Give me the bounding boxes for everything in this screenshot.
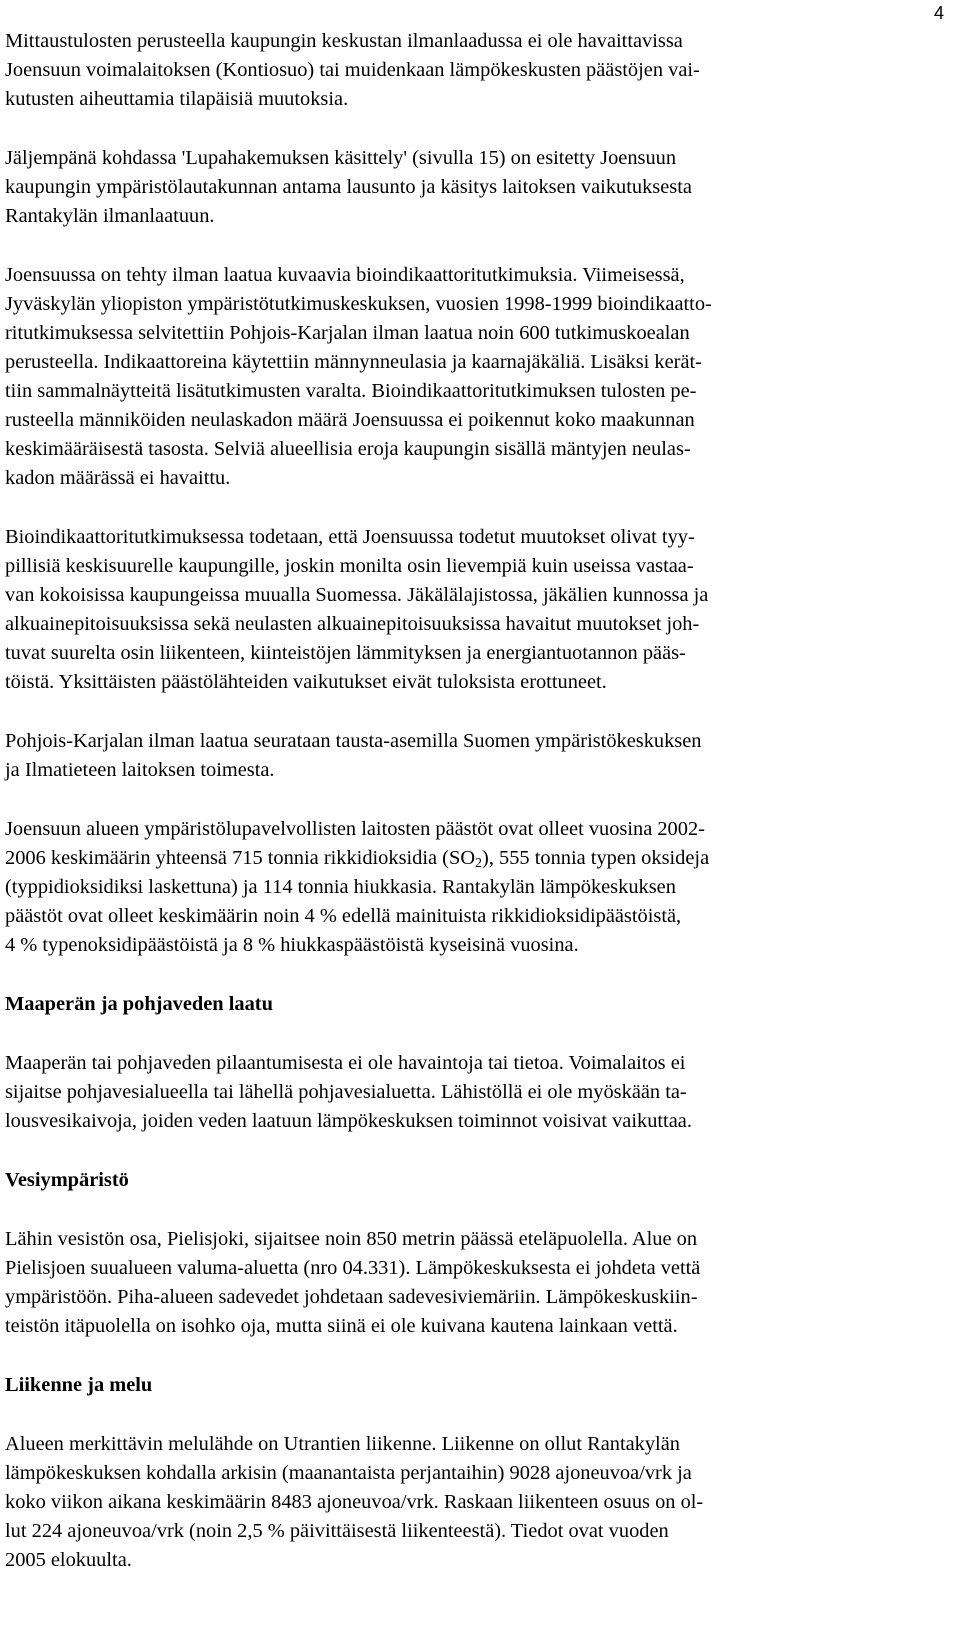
text-line: kutusten aiheuttamia tilapäisiä muutoksia.	[5, 88, 349, 110]
paragraph-emissions	[5, 815, 885, 960]
text-line: perusteella. Indikaattoreina käytettiin männynneulasia ja kaarnajäkäliä. Lisäksi kerät-	[5, 351, 702, 373]
section-heading-traffic-noise: Liikenne ja melu	[5, 1374, 153, 1396]
text-line: rusteella männiköiden neulaskadon määrä Joensuussa ei poikennut koko maakunnan	[5, 409, 695, 431]
text-line	[5, 844, 885, 873]
text-line: kaupungin ympäristölautakunnan antama lausunto ja käsitys laitoksen vaikutuksesta	[5, 176, 692, 198]
text-line: keskimääräisestä tasosta. Selviä alueellisia eroja kaupungin sisällä mäntyjen neulas-	[5, 438, 691, 460]
text-line: Joensuun voimalaitoksen (Kontiosuo) tai muidenkaan lämpökeskusten päästöjen vai-	[5, 59, 700, 81]
text-line: Pielisjoen suualueen valuma-aluetta (nro 04.331). Lämpökeskuksesta ei johdeta vettä	[5, 1257, 701, 1279]
paragraph-soil-groundwater	[5, 1049, 885, 1136]
paragraph-traffic-noise	[5, 1430, 885, 1575]
text-line: lut 224 ajoneuvoa/vrk (noin 2,5 % päivittäisestä liikenteestä). Tiedot ovat vuoden	[5, 1520, 669, 1542]
text-line: Jyväskylän yliopiston ympäristötutkimuskeskuksen, vuosien 1998-1999 bioindikaatto-	[5, 293, 712, 315]
text-fragment: 2006 keskimäärin yhteensä 715 tonnia rikkidioksidia (SO	[5, 847, 476, 869]
text-line: Joensuussa on tehty ilman laatua kuvaavia bioindikaattoritutkimuksia. Viimeisessä,	[5, 264, 685, 286]
text-line: ja Ilmatieteen laitoksen toimesta.	[5, 759, 275, 781]
text-line: töistä. Yksittäisten päästölähteiden vaikutukset eivät tuloksista erottuneet.	[5, 671, 607, 693]
text-line: koko viikon aikana keskimäärin 8483 ajoneuvoa/vrk. Raskaan liikenteen osuus on ol-	[5, 1491, 704, 1513]
text-line: teistön itäpuolella on isohko oja, mutta siinä ei ole kuivana kautena lainkaan vettä.	[5, 1315, 678, 1337]
paragraph-environment-board-statement	[5, 144, 885, 231]
page-number: 4	[934, 3, 945, 23]
text-line: 4 % typenoksidipäästöistä ja 8 % hiukkaspäästöistä kyseisinä vuosina.	[5, 934, 579, 956]
text-line: lousvesikaivoja, joiden veden laatuun lämpökeskuksen toiminnot voisivat vaikuttaa.	[5, 1110, 692, 1132]
text-line: Rantakylän ilmanlaatuun.	[5, 205, 215, 227]
text-line: alkuainepitoisuuksissa sekä neulasten alkuainepitoisuuksissa havaitut muutokset joh-	[5, 613, 700, 635]
section-heading-soil-groundwater: Maaperän ja pohjaveden laatu	[5, 993, 273, 1015]
text-line: (typpidioksidiksi laskettuna) ja 114 tonnia hiukkasia. Rantakylän lämpökeskuksen	[5, 876, 676, 898]
paragraph-air-quality-measurements	[5, 27, 885, 114]
text-line: ympäristöön. Piha-alueen sadevedet johdetaan sadevesiviemäriin. Lämpökeskuskiin-	[5, 1286, 698, 1308]
paragraph-background-monitoring	[5, 727, 885, 785]
text-line: kadon määrässä ei havaittu.	[5, 467, 231, 489]
subscript: 2	[475, 856, 483, 871]
text-line: lämpökeskuksen kohdalla arkisin (maanantaista perjantaihin) 9028 ajoneuvoa/vrk ja	[5, 1462, 692, 1484]
paragraph-bioindicator-findings	[5, 523, 885, 697]
text-line: van kokoisissa kaupungeissa muualla Suomessa. Jäkälälajistossa, jäkälien kunnossa ja	[5, 584, 709, 606]
text-line: Bioindikaattoritutkimuksessa todetaan, että Joensuussa todetut muutokset olivat tyy-	[5, 526, 695, 548]
text-line: Maaperän tai pohjaveden pilaantumisesta ei ole havaintoja tai tietoa. Voimalaitos ei	[5, 1052, 686, 1074]
text-line: pillisiä keskisuurelle kaupungille, joskin monilta osin lievempiä kuin useissa vastaa-	[5, 555, 694, 577]
text-line: sijaitse pohjavesialueella tai lähellä pohjavesialuetta. Lähistöllä ei ole myöskään ta-	[5, 1081, 687, 1103]
paragraph-bioindicator-studies	[5, 261, 885, 493]
text-line: Jäljempänä kohdassa 'Lupahakemuksen käsittely' (sivulla 15) on esitetty Joensuun	[5, 147, 677, 169]
text-line: Pohjois-Karjalan ilman laatua seurataan tausta-asemilla Suomen ympäristökeskuksen	[5, 730, 702, 752]
text-line: Mittaustulosten perusteella kaupungin keskustan ilmanlaadussa ei ole havaittavissa	[5, 30, 683, 52]
text-line: Alueen merkittävin melulähde on Utrantien liikenne. Liikenne on ollut Rantakylän	[5, 1433, 680, 1455]
section-heading-water-environment: Vesiympäristö	[5, 1169, 129, 1191]
text-line: Lähin vesistön osa, Pielisjoki, sijaitsee noin 850 metrin päässä eteläpuolella. Alue on	[5, 1228, 698, 1250]
paragraph-water-environment	[5, 1225, 885, 1341]
text-fragment: ), 555 tonnia typen oksideja	[482, 847, 710, 869]
text-line: tuvat suurelta osin liikenteen, kiinteistöjen lämmityksen ja energiantuotannon pääs-	[5, 642, 686, 664]
text-line: Joensuun alueen ympäristölupavelvollisten laitosten päästöt ovat olleet vuosina 2002-	[5, 818, 705, 840]
text-line: 2005 elokuulta.	[5, 1549, 132, 1571]
text-line: ritutkimuksessa selvitettiin Pohjois-Karjalan ilman laatua noin 600 tutkimuskoealan	[5, 322, 690, 344]
text-line: tiin sammalnäytteitä lisätutkimusten varalta. Bioindikaattoritutkimuksen tulosten pe-	[5, 380, 697, 402]
document-body	[5, 27, 885, 1605]
text-line: päästöt ovat olleet keskimäärin noin 4 % edellä mainituista rikkidioksidipäästöistä,	[5, 905, 682, 927]
